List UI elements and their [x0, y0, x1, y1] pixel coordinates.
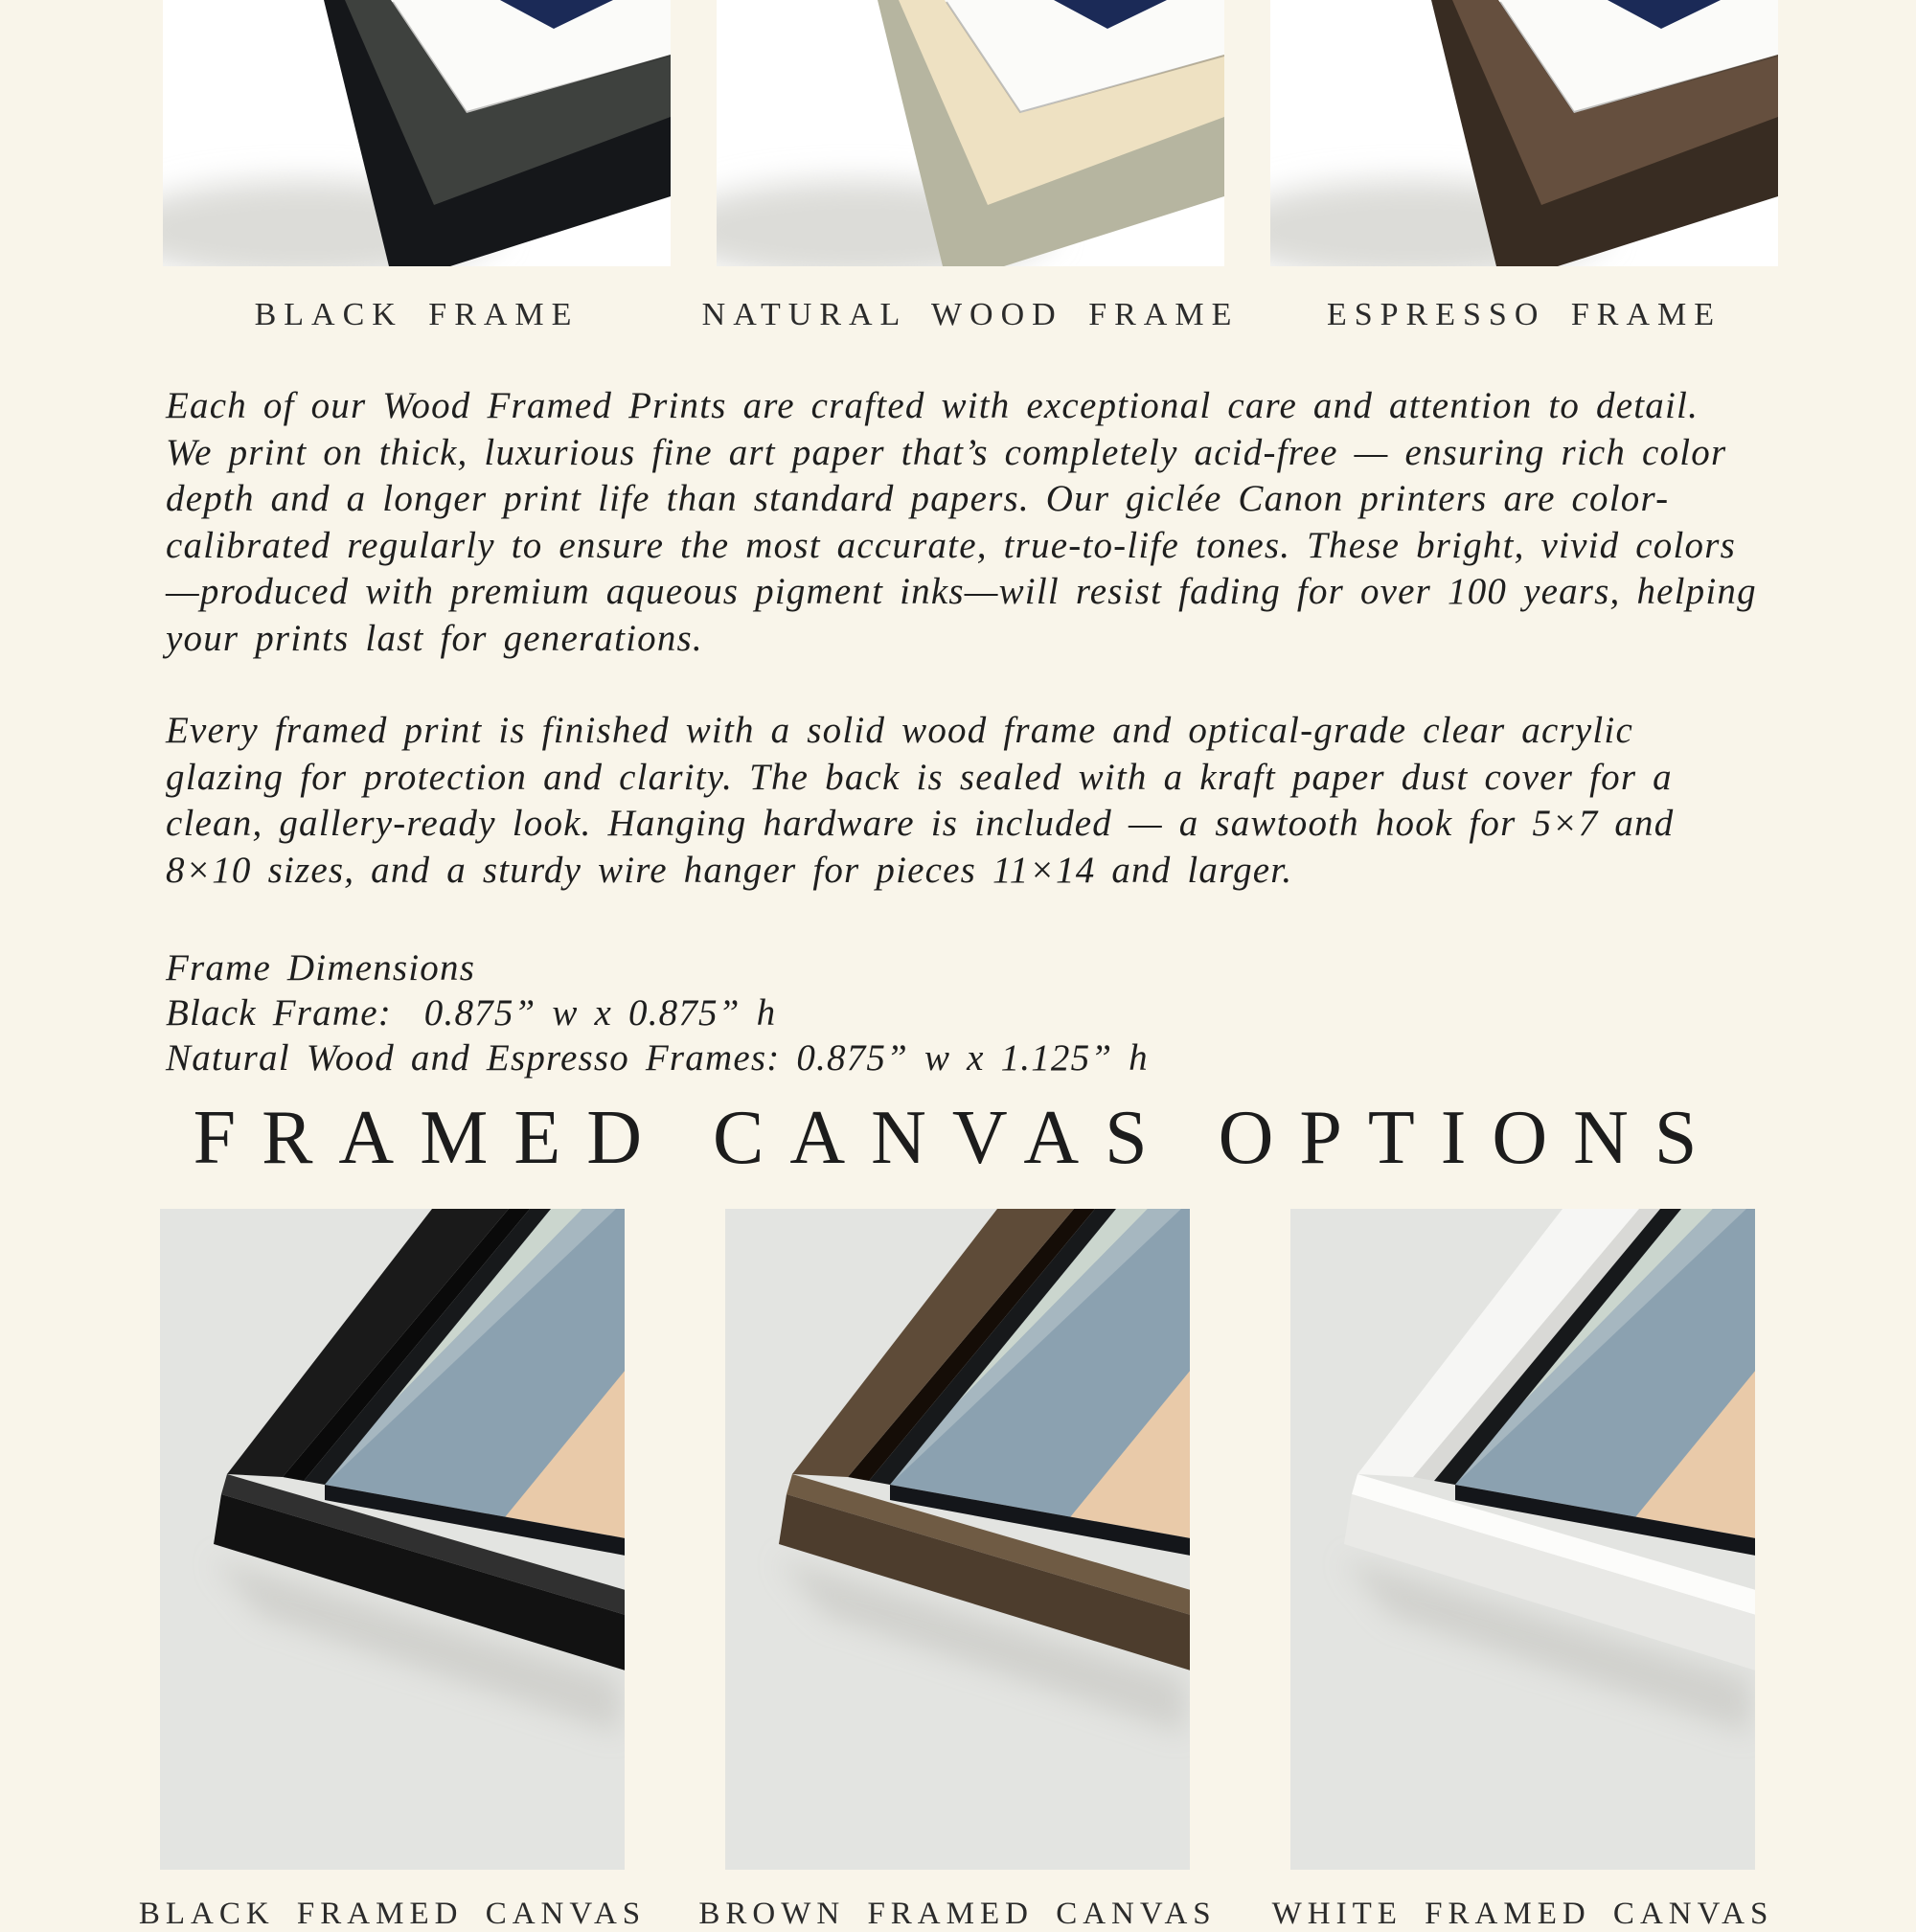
- white-framed-canvas-corner-image: [1290, 1209, 1755, 1870]
- black-frame-label: BLACK FRAME: [254, 297, 580, 332]
- paragraph-print-quality: Each of our Wood Framed Prints are crafted with exceptional care and attention to detail. We print on thick, luxurious fine art paper that’s completely acid-free — ensuring rich color depth and a longer print life than standard papers. Our giclée Canon printers are color-calibrated regularly to ensure the most accurate, true-to-life tones. These bright, vivid colors—produced with premium aqueous pigment inks—will resist fading for over 100 years, helping your prints last for generations.: [166, 385, 1757, 659]
- wood-frame-option-natural: [701, 0, 1240, 333]
- frame-dimensions-wood: Natural Wood and Espresso Frames: 0.875” w x 1.125” h: [166, 1037, 1149, 1079]
- canvas-option-white: [1271, 1209, 1774, 1932]
- espresso-frame-corner-image: [1270, 0, 1778, 266]
- framed-canvas-options-heading: FRAMED CANVAS OPTIONS: [193, 1096, 1723, 1180]
- canvas-option-brown: [698, 1209, 1217, 1932]
- natural-wood-frame-corner-image: [717, 0, 1224, 266]
- wood-frame-option-espresso: [1270, 0, 1778, 333]
- framed-canvas-options-row: [138, 1209, 1774, 1932]
- natural-wood-frame-label: NATURAL WOOD FRAME: [701, 297, 1240, 332]
- frame-dimensions-block: [166, 945, 1761, 1080]
- espresso-frame-label: ESPRESSO FRAME: [1326, 297, 1722, 332]
- frame-dimensions-title: Frame Dimensions: [166, 947, 476, 989]
- brown-framed-canvas-label: BROWN FRAMED CANVAS: [698, 1897, 1217, 1931]
- black-frame-corner-image: [163, 0, 671, 266]
- black-framed-canvas-label: BLACK FRAMED CANVAS: [138, 1897, 647, 1931]
- wood-frame-option-black: [163, 0, 671, 333]
- frame-dimensions-black: Black Frame: 0.875” w x 0.875” h: [166, 992, 777, 1034]
- description-copy: [166, 383, 1761, 1080]
- canvas-option-black: [138, 1209, 647, 1932]
- white-framed-canvas-label: WHITE FRAMED CANVAS: [1271, 1897, 1774, 1931]
- paragraph-frame-finish: Every framed print is finished with a solid wood frame and optical-grade clear acrylic glazing for protection and clarity. The back is sealed with a kraft paper dust cover for a clean, gallery-ready look. Hanging hardware is included — a sawtooth hook for 5×7 and 8×10 sizes, and a sturdy wire hanger for pieces 11×14 and larger.: [166, 710, 1675, 891]
- brown-framed-canvas-corner-image: [725, 1209, 1190, 1870]
- wood-frame-options-row: [163, 0, 1778, 333]
- black-framed-canvas-corner-image: [160, 1209, 625, 1870]
